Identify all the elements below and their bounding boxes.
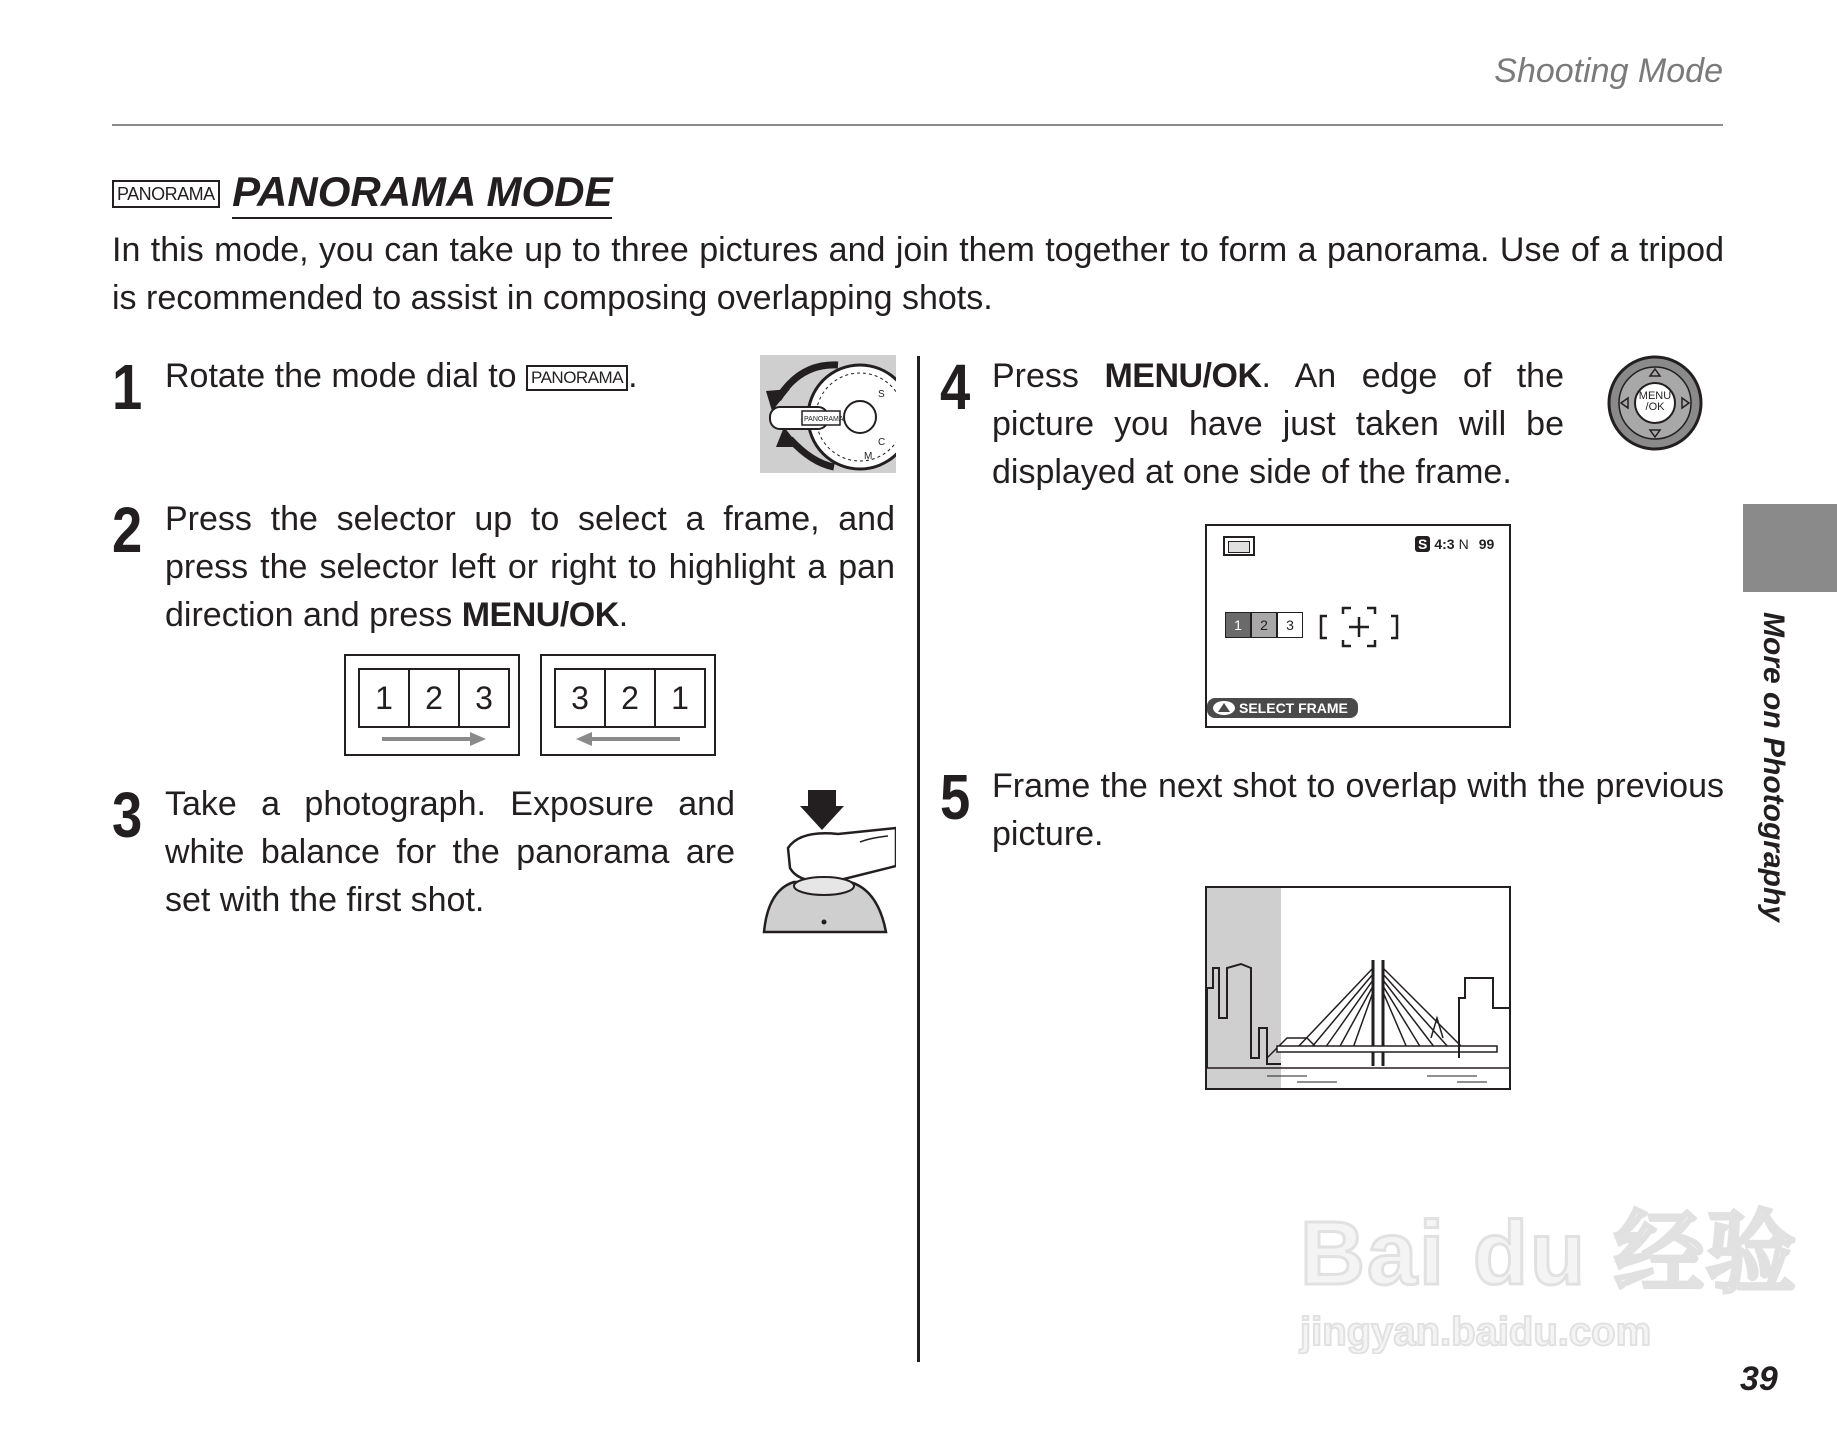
focus-frame-icon	[1317, 606, 1401, 650]
section-title	[112, 168, 612, 219]
running-head: Shooting Mode	[1494, 52, 1723, 90]
quality-indicator: N	[1458, 536, 1469, 552]
column-divider	[917, 356, 920, 1362]
mode-dial-icon	[760, 355, 896, 473]
frame-cell: 2	[410, 670, 460, 726]
svg-text:PANORAMA: PANORAMA	[804, 416, 844, 423]
arrow-left-icon	[576, 732, 680, 746]
lcd-select-frame-screen	[1205, 524, 1511, 728]
page-number: 39	[1740, 1360, 1778, 1398]
frame-cell: 1	[671, 679, 689, 716]
svg-text:S: S	[878, 389, 885, 400]
chapter-label: More on Photography	[1757, 612, 1790, 922]
frame-cell: 2	[606, 670, 656, 726]
frame-cell: 3	[556, 670, 606, 726]
pan-left-to-right-diagram	[344, 654, 520, 756]
up-arrow-icon	[1213, 701, 1235, 715]
arrow-right-icon	[382, 732, 486, 746]
lcd-status	[1415, 536, 1494, 552]
svg-text:M: M	[864, 451, 873, 462]
menu-ok-selector-illustration	[1606, 354, 1704, 452]
intro-paragraph: In this mode, you can take up to three pictures and join them together to form a panorama. Use of a tripod is recommended to assist in composing overlapping shots.	[112, 231, 1724, 317]
panorama-mode-icon: PANORAMA	[526, 365, 628, 391]
lcd-frame-selector	[1225, 612, 1303, 638]
image-size-badge: S	[1415, 536, 1430, 552]
watermark-logo: Bai du 经验	[1300, 1204, 1799, 1304]
frame-cells	[358, 668, 510, 728]
mode-dial-illustration	[760, 355, 896, 473]
lcd-frame-cell: 2	[1251, 612, 1277, 638]
bridge-skyline-illustration	[1207, 888, 1509, 1088]
lcd-frame-cell: 3	[1277, 612, 1303, 638]
menu-ok-label: MENU /OK	[1638, 390, 1672, 413]
frame-cell: 1	[360, 670, 410, 726]
frame-cell: 3	[475, 679, 493, 716]
select-frame-hint: SELECT FRAME	[1207, 698, 1358, 718]
panorama-mode-icon: PANORAMA	[112, 180, 220, 208]
lcd-frame-cell: 1	[1225, 612, 1251, 638]
step-2-number: 2	[112, 494, 143, 566]
step-4-text: Press MENU/OK. An edge of the picture you have just taken will be displayed at one side of the frame.	[992, 357, 1564, 491]
step-1-text: Rotate the mode dial to PANORAMA .	[165, 357, 638, 395]
step-4-number: 4	[940, 351, 971, 423]
step-3-number: 3	[112, 779, 143, 851]
pan-right-to-left-diagram	[540, 654, 716, 756]
shots-remaining: 99	[1478, 536, 1495, 552]
step-2-text: Press the selector up to select a frame, and press the selector left or right to highlight a pan direction and press MENU/OK.	[165, 500, 895, 634]
panorama-icon	[1223, 536, 1255, 556]
step-5-text: Frame the next shot to overlap with the previous picture.	[992, 767, 1724, 853]
aspect-ratio: 4:3	[1434, 536, 1455, 552]
header-rule	[112, 124, 1723, 126]
step-5-number: 5	[940, 761, 971, 833]
svg-text:C: C	[878, 437, 886, 448]
chapter-tab	[1743, 504, 1837, 592]
shutter-press-icon	[760, 790, 896, 934]
lcd-overlap-screen	[1205, 886, 1511, 1090]
page-title: PANORAMA MODE	[232, 168, 612, 219]
watermark-url: jingyan.baidu.com	[1300, 1310, 1652, 1354]
step-1-number: 1	[112, 351, 143, 423]
frame-cells	[554, 668, 706, 728]
shutter-button-illustration	[760, 790, 896, 934]
step-3-text: Take a photograph. Exposure and white balance for the panorama are set with the first shot.	[165, 785, 735, 919]
watermark	[1300, 1180, 1798, 1355]
